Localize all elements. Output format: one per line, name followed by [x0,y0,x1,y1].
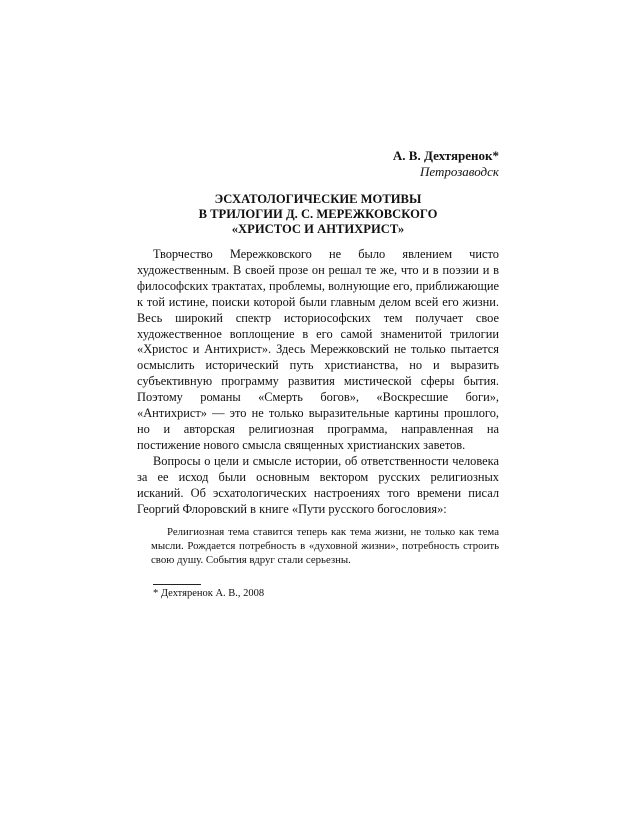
body-paragraph-1: Творчество Мережковского не было явлением чисто художественным. В своей прозе он решал те же, что и в поэзии и в философских трактатах, проблемы, волнующие его, приближающие к той истине, поиски которой были главным делом всей его жизни. Весь широкий спектр историософских тем получает свое художественное воплощение в его самой знаменитой трилогии «Христос и Антихрист». Здесь Мережковский не только пытается осмыслить исторический путь христианства, но и выразить субъективную программу развития мистической сферы бытия. Поэтому романы «Смерть богов», «Воскресшие боги», «Антихрист» — это не только выразительные картины прошлого, но и авторская религиозная программа, направленная на постижение нового смысла священных христианских заветов. [137,247,499,452]
title-line-1: ЭСХАТОЛОГИЧЕСКИЕ МОТИВЫ [214,192,422,206]
block-quote: Религиозная тема ставится теперь как тема жизни, не только как тема мысли. Рождается потребность в «духовной жизни», потребность строить свою душу. События вдруг стали серьезны. [151,526,499,567]
body-paragraph-2: Вопросы о цели и смысле истории, об ответственности человека за ее исход были основным вектором русских религиозных исканий. Об эсхатологических настроениях того времени писал Георгий Флоровский в книге «Пути русского богословия»: [137,453,499,516]
footnote: * Дехтяренок А. В., 2008 [153,588,265,600]
author-city: Петрозаводск [419,164,499,179]
title-line-2: В ТРИЛОГИИ Д. С. МЕРЕЖКОВСКОГО [198,207,438,221]
title-line-3: «ХРИСТОС И АНТИХРИСТ» [231,222,405,236]
author-name: А. В. Дехтяренок* [392,148,499,163]
footnote-divider [153,584,201,585]
article-title [137,192,499,237]
page-content [137,148,499,600]
